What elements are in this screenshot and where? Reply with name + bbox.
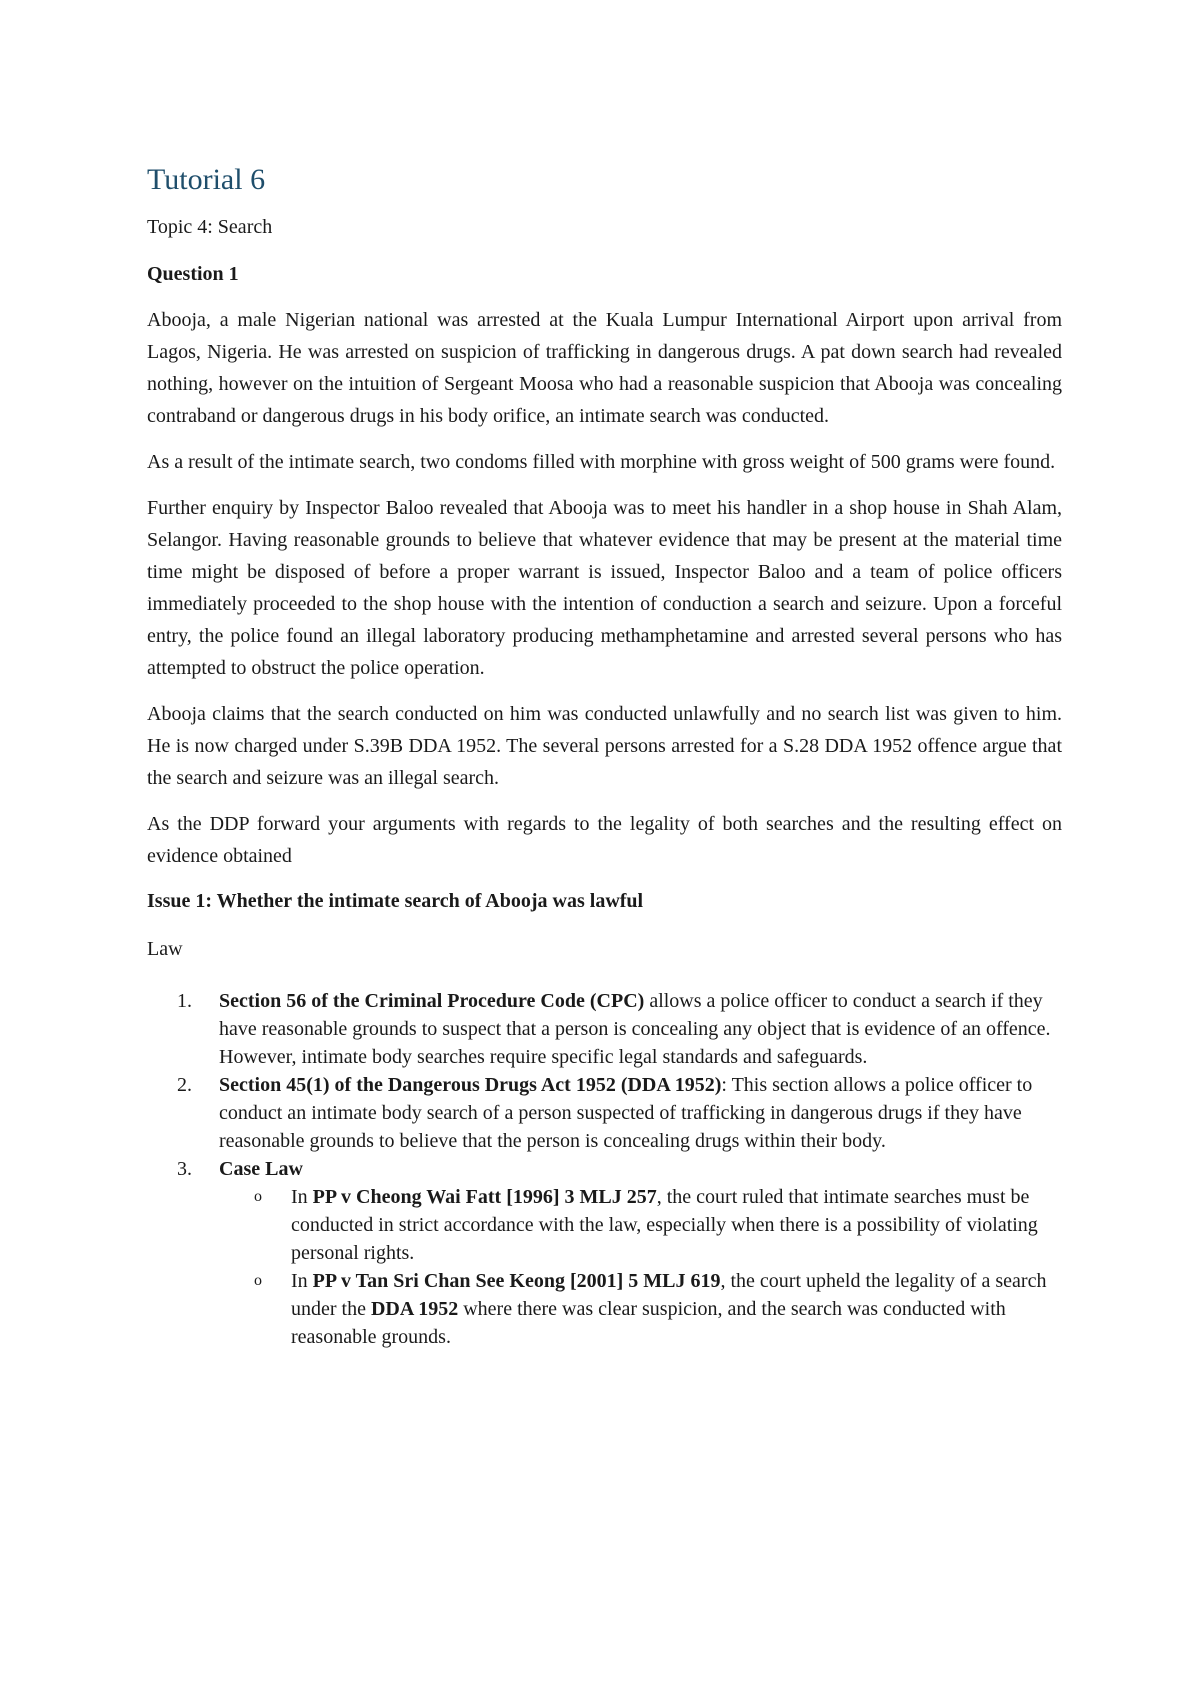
list-item — [147, 1071, 1062, 1155]
paragraph: As the DDP forward your arguments with regards to the legality of both searches and the resulting effect on evidence obtained — [147, 813, 1062, 867]
document-title: Tutorial 6 — [147, 163, 266, 196]
case-citation: PP v Tan Sri Chan See Keong [2001] 5 MLJ 619 — [312, 1270, 721, 1292]
case-item — [219, 1267, 1062, 1351]
statute-reference: Section 45(1) of the Dangerous Drugs Act 1952 (DDA 1952) — [219, 1074, 722, 1096]
case-text: , the court ruled that intimate searches must be conducted in strict accordance with the law, especially when there is a possibility of violating personal rights. — [291, 1186, 1038, 1264]
paragraph: Further enquiry by Inspector Baloo revealed that Abooja was to meet his handler in a shop house in Shah Alam, Selangor. Having reasonable grounds to believe that whatever evidence that may be present at the material time time might be disposed of before a proper warrant is issued, Inspector Baloo and a team of police officers immediately proceeded to the shop house with the intention of conduction a search and seizure. Upon a forceful entry, the police found an illegal laboratory producing methamphetamine and arrested several persons who has attempted to obstruct the police operation. — [147, 497, 1062, 679]
question-heading: Question 1 — [147, 263, 239, 285]
case-law-heading: Case Law — [219, 1158, 303, 1180]
list-number: 3. — [177, 1158, 192, 1180]
case-law-list — [219, 1183, 1062, 1351]
statute-reference: DDA 1952 — [370, 1298, 459, 1320]
paragraph: Abooja, a male Nigerian national was arrested at the Kuala Lumpur International Airport upon arrival from Lagos, Nigeria. He was arrested on suspicion of trafficking in dangerous drugs. A pat down search had revealed nothing, however on the intuition of Sergeant Moosa who had a reasonable suspicion that Abooja was concealing contraband or dangerous drugs in his body orifice, an intimate search was conducted. — [147, 309, 1062, 427]
law-list — [147, 987, 1062, 1351]
law-label: Law — [147, 938, 183, 960]
document-page — [147, 160, 1062, 1351]
list-item-text: : This section allows a police officer to conduct an intimate body search of a person suspected of trafficking in dangerous drugs if they have reasonable grounds to believe that the person is concealing drugs within their body. — [219, 1074, 1033, 1152]
issue-heading: Issue 1: Whether the intimate search of Abooja was lawful — [147, 890, 644, 912]
list-number: 1. — [177, 990, 192, 1012]
case-citation: PP v Cheong Wai Fatt [1996] 3 MLJ 257 — [312, 1186, 657, 1208]
statute-reference: Section 56 of the Criminal Procedure Code (CPC) — [219, 990, 645, 1012]
case-item — [219, 1183, 1062, 1267]
list-item-text: allows a police officer to conduct a search if they have reasonable grounds to suspect that a person is concealing any object that is evidence of an offence. However, intimate body searches require specific legal standards and safeguards. — [219, 990, 1051, 1068]
topic-line: Topic 4: Search — [147, 216, 273, 238]
paragraph: Abooja claims that the search conducted on him was conducted unlawfully and no search list was given to him. He is now charged under S.39B DDA 1952. The several persons arrested for a S.28 DDA 1952 offence argue that the search and seizure was an illegal search. — [147, 703, 1062, 789]
paragraph: As a result of the intimate search, two condoms filled with morphine with gross weight of 500 grams were found. — [147, 451, 1056, 473]
list-item — [147, 987, 1062, 1071]
case-text: , the court upheld the legality of a search under the — [291, 1270, 1047, 1320]
case-prefix: In — [291, 1186, 313, 1208]
list-item — [147, 1155, 1062, 1351]
case-text: where there was clear suspicion, and the search was conducted with reasonable grounds. — [291, 1298, 1006, 1348]
bullet-icon: o — [254, 1188, 262, 1205]
bullet-icon: o — [254, 1272, 262, 1289]
case-prefix: In — [291, 1270, 313, 1292]
list-number: 2. — [177, 1074, 192, 1096]
